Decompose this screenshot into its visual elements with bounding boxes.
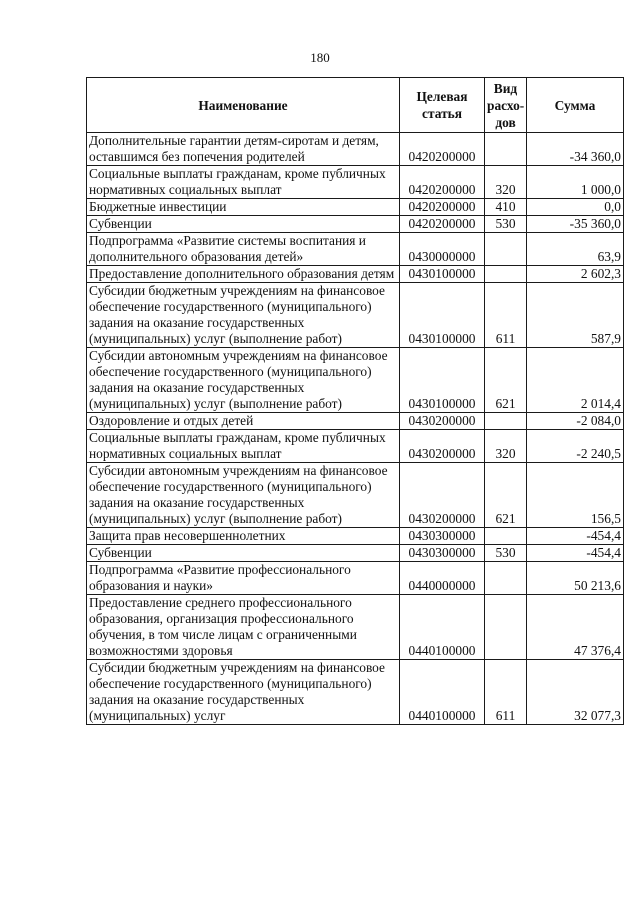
row-name: Социальные выплаты гражданам, кроме публичных нормативных социальных выплат bbox=[87, 430, 400, 463]
row-code: 0420200000 bbox=[400, 216, 485, 233]
row-sum: 2 014,4 bbox=[527, 348, 624, 413]
row-type: 611 bbox=[485, 283, 527, 348]
row-name: Бюджетные инвестиции bbox=[87, 199, 400, 216]
header-sum: Сумма bbox=[527, 78, 624, 133]
row-type bbox=[485, 413, 527, 430]
row-code: 0430100000 bbox=[400, 283, 485, 348]
row-name: Предоставление дополнительного образования детям bbox=[87, 266, 400, 283]
table-row bbox=[87, 430, 624, 463]
row-name: Субвенции bbox=[87, 216, 400, 233]
row-code: 0440100000 bbox=[400, 660, 485, 725]
row-sum: 2 602,3 bbox=[527, 266, 624, 283]
row-sum: -454,4 bbox=[527, 528, 624, 545]
table-row bbox=[87, 266, 624, 283]
table-row bbox=[87, 166, 624, 199]
header-name: Наименование bbox=[87, 78, 400, 133]
row-type bbox=[485, 595, 527, 660]
row-name: Защита прав несовершеннолетних bbox=[87, 528, 400, 545]
row-name: Подпрограмма «Развитие системы воспитания и дополнительного образования детей» bbox=[87, 233, 400, 266]
row-name: Субсидии автономным учреждениям на финансовое обеспечение государственного (муниципального) задания на оказание государственных (муниципальных) услуг (выполнение работ) bbox=[87, 348, 400, 413]
row-code: 0420200000 bbox=[400, 166, 485, 199]
row-type bbox=[485, 266, 527, 283]
row-code: 0430200000 bbox=[400, 413, 485, 430]
row-code: 0420200000 bbox=[400, 133, 485, 166]
row-sum: -35 360,0 bbox=[527, 216, 624, 233]
table-row bbox=[87, 562, 624, 595]
row-sum: 32 077,3 bbox=[527, 660, 624, 725]
row-type: 621 bbox=[485, 463, 527, 528]
row-type bbox=[485, 528, 527, 545]
row-type: 320 bbox=[485, 430, 527, 463]
row-sum: 156,5 bbox=[527, 463, 624, 528]
row-type: 621 bbox=[485, 348, 527, 413]
table-row bbox=[87, 133, 624, 166]
row-code: 0440100000 bbox=[400, 595, 485, 660]
row-code: 0430100000 bbox=[400, 266, 485, 283]
table-row bbox=[87, 413, 624, 430]
row-sum: 47 376,4 bbox=[527, 595, 624, 660]
row-sum: 0,0 bbox=[527, 199, 624, 216]
table-row bbox=[87, 545, 624, 562]
row-type: 320 bbox=[485, 166, 527, 199]
row-code: 0420200000 bbox=[400, 199, 485, 216]
row-name: Субвенции bbox=[87, 545, 400, 562]
row-sum: 63,9 bbox=[527, 233, 624, 266]
row-name: Социальные выплаты гражданам, кроме публичных нормативных социальных выплат bbox=[87, 166, 400, 199]
row-name: Субсидии бюджетным учреждениям на финансовое обеспечение государственного (муниципального) задания на оказание государственных (муниципальных) услуг (выполнение работ) bbox=[87, 283, 400, 348]
row-type bbox=[485, 562, 527, 595]
row-sum: -34 360,0 bbox=[527, 133, 624, 166]
page-number: 180 bbox=[310, 50, 330, 65]
row-name: Оздоровление и отдых детей bbox=[87, 413, 400, 430]
budget-table bbox=[86, 77, 624, 725]
table-row bbox=[87, 216, 624, 233]
table-header-row bbox=[87, 78, 624, 133]
table-row bbox=[87, 199, 624, 216]
row-type: 530 bbox=[485, 216, 527, 233]
row-name: Субсидии автономным учреждениям на финансовое обеспечение государственного (муниципального) задания на оказание государственных (муниципальных) услуг (выполнение работ) bbox=[87, 463, 400, 528]
table-row bbox=[87, 233, 624, 266]
table-row bbox=[87, 348, 624, 413]
row-name: Субсидии бюджетным учреждениям на финансовое обеспечение государственного (муниципального) задания на оказание государственных (муниципальных) услуг bbox=[87, 660, 400, 725]
row-code: 0440000000 bbox=[400, 562, 485, 595]
row-type bbox=[485, 133, 527, 166]
header-type: Вид расхо-дов bbox=[485, 78, 527, 133]
row-type bbox=[485, 233, 527, 266]
table-row bbox=[87, 660, 624, 725]
row-code: 0430300000 bbox=[400, 545, 485, 562]
table-row bbox=[87, 528, 624, 545]
row-code: 0430000000 bbox=[400, 233, 485, 266]
row-code: 0430200000 bbox=[400, 463, 485, 528]
row-sum: -2 240,5 bbox=[527, 430, 624, 463]
row-code: 0430200000 bbox=[400, 430, 485, 463]
row-sum: 1 000,0 bbox=[527, 166, 624, 199]
table-row bbox=[87, 595, 624, 660]
row-sum: -2 084,0 bbox=[527, 413, 624, 430]
row-name: Предоставление среднего профессионального образования, организация профессионального обучения, в том числе лицам с ограниченными возможностями здоровья bbox=[87, 595, 400, 660]
row-sum: 50 213,6 bbox=[527, 562, 624, 595]
row-sum: -454,4 bbox=[527, 545, 624, 562]
table-row bbox=[87, 283, 624, 348]
row-name: Дополнительные гарантии детям-сиротам и детям, оставшимся без попечения родителей bbox=[87, 133, 400, 166]
header-code: Целевая статья bbox=[400, 78, 485, 133]
row-code: 0430300000 bbox=[400, 528, 485, 545]
table-row bbox=[87, 463, 624, 528]
row-type: 410 bbox=[485, 199, 527, 216]
row-type: 611 bbox=[485, 660, 527, 725]
row-name: Подпрограмма «Развитие профессионального образования и науки» bbox=[87, 562, 400, 595]
row-code: 0430100000 bbox=[400, 348, 485, 413]
row-sum: 587,9 bbox=[527, 283, 624, 348]
row-type: 530 bbox=[485, 545, 527, 562]
